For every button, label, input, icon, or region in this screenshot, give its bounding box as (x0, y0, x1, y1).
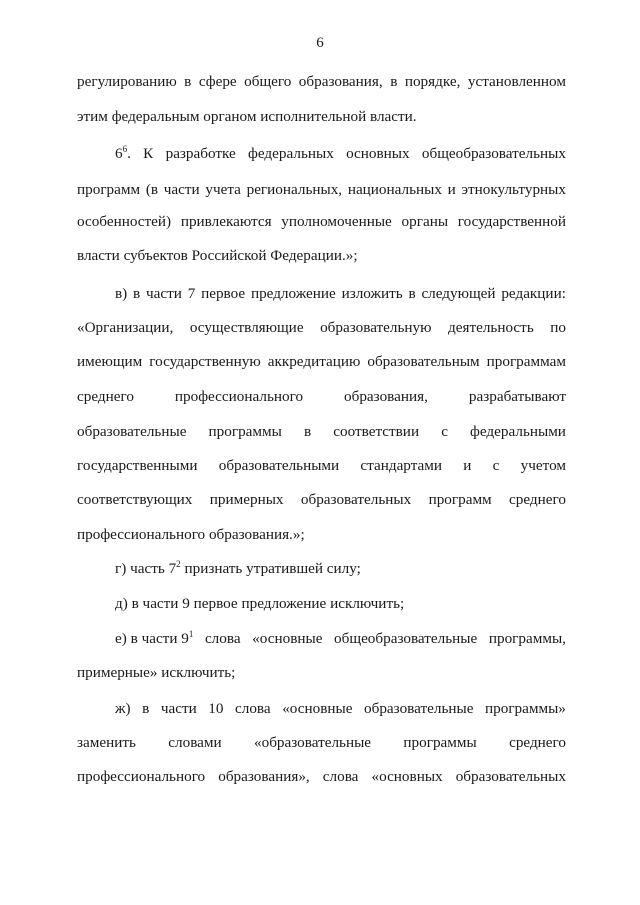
word: части (146, 285, 182, 302)
word: национальных (347, 181, 442, 198)
text-line (77, 318, 566, 338)
word: основных (346, 145, 410, 162)
word: части (163, 181, 200, 198)
word: разрабатывают (468, 388, 566, 405)
word: осуществляющие (189, 319, 304, 336)
text-line (115, 284, 566, 304)
text-line (77, 456, 566, 476)
word: привлекаются (180, 213, 272, 230)
word: 10 (208, 700, 224, 717)
word: образовательными (218, 457, 340, 474)
word: образования, (344, 388, 428, 405)
line-text: этим федеральным органом исполнительной власти. (77, 108, 417, 125)
word: (в (145, 181, 159, 198)
text-line (77, 107, 566, 127)
word: с (441, 423, 448, 440)
word: профессионального (77, 768, 206, 785)
text-line (77, 212, 566, 232)
text-line (115, 629, 566, 649)
word: 7 (187, 285, 196, 302)
word: словами (168, 734, 222, 751)
text-line (77, 490, 566, 510)
word: образовательную (320, 319, 432, 336)
word: в (408, 285, 416, 302)
line-text: д) в части 9 первое предложение исключить; (115, 595, 405, 612)
superscript: 2 (176, 559, 181, 569)
line-lead (115, 629, 193, 649)
word: среднего (509, 734, 566, 751)
word: программ (428, 491, 492, 508)
word: программы (403, 734, 477, 751)
word: ж) (115, 700, 131, 717)
word: соответствии (333, 423, 420, 440)
word: в (184, 73, 192, 90)
word: программы, (488, 630, 566, 647)
line-lead (115, 144, 131, 164)
word: в (303, 423, 312, 440)
word: профессионального (174, 388, 304, 405)
word: «Организации, (77, 319, 174, 336)
line-prefix: г) часть 7 (115, 560, 177, 577)
word: «образовательные (254, 734, 372, 751)
word: образования», (218, 768, 310, 785)
text-line (115, 699, 566, 719)
text-line (115, 144, 566, 164)
line-suffix: . (127, 145, 131, 162)
word: этнокультурных (461, 181, 566, 198)
word: с (492, 457, 500, 474)
text-line (77, 352, 566, 372)
word: в) (115, 285, 128, 302)
word: «основные (252, 630, 323, 647)
word: региональных, (246, 181, 343, 198)
text-line (77, 246, 566, 266)
text-line (77, 387, 566, 407)
word: образовательным (367, 353, 480, 370)
superscript: 1 (188, 629, 194, 639)
word: общеобразовательных (421, 145, 566, 162)
word: среднего (77, 388, 134, 405)
word: соответствующих (77, 491, 193, 508)
word: предложение (250, 285, 336, 302)
text-line (77, 180, 566, 200)
line-text: признать утратившей силу; (180, 560, 361, 577)
word: образовательных (300, 491, 412, 508)
line-text: профессионального образования.»; (77, 526, 305, 543)
word: имеющим (77, 353, 143, 370)
word: в (142, 700, 150, 717)
word: федеральных (248, 145, 334, 162)
text-line (77, 733, 566, 753)
word: стандартами (360, 457, 443, 474)
word: особенностей) (77, 213, 172, 230)
text-line (115, 559, 566, 579)
word: и (463, 457, 472, 474)
word: в (133, 285, 141, 302)
word: образовательные (364, 700, 474, 717)
word: порядке, (404, 73, 461, 90)
word: уполномоченные (281, 213, 392, 230)
word: заменить (77, 734, 136, 751)
word: примерных (209, 491, 284, 508)
word: федеральными (470, 423, 566, 440)
word: учетом (520, 457, 566, 474)
word: программы» (485, 700, 566, 717)
word: среднего (509, 491, 566, 508)
text-line (77, 525, 566, 545)
word: регулированию (77, 73, 177, 90)
text-line (77, 72, 566, 92)
word: «основных (371, 768, 443, 785)
word: аккредитацию (267, 353, 361, 370)
word: в (390, 73, 398, 90)
word: программы (208, 423, 282, 440)
superscript: 6 (122, 144, 128, 154)
text-line (77, 767, 566, 787)
word: первое (201, 285, 246, 302)
text-line (77, 663, 566, 683)
word: слова (322, 768, 359, 785)
text-line (115, 594, 566, 614)
word: следующей (421, 285, 496, 302)
page-number: 6 (316, 35, 324, 51)
word: программ (77, 181, 141, 198)
word: К (143, 145, 154, 162)
word: государственную (149, 353, 261, 370)
word: государственной (457, 213, 566, 230)
word: «основные (282, 700, 353, 717)
word: образования, (298, 73, 383, 90)
word: слова (204, 630, 241, 647)
word: учета (205, 181, 241, 198)
line-prefix: 6 (115, 145, 123, 162)
word: общеобразовательные (334, 630, 478, 647)
word: изложить (341, 285, 403, 302)
word: образовательных (455, 768, 566, 785)
line-prefix: е) в части 9 (115, 630, 189, 647)
word: слова (235, 700, 271, 717)
word: сфере (198, 73, 237, 90)
word: органы (401, 213, 449, 230)
word: и (447, 181, 456, 198)
word: части (160, 700, 197, 717)
text-line (77, 422, 566, 442)
word: общего (244, 73, 292, 90)
word: установленном (467, 73, 566, 90)
word: разработке (165, 145, 236, 162)
word: государственными (77, 457, 198, 474)
line-text: примерные» исключить; (77, 664, 236, 681)
line-lead (115, 560, 181, 577)
word: образовательные (77, 423, 187, 440)
word: по (550, 319, 566, 336)
line-text: власти субъектов Российской Федерации.»; (77, 247, 358, 264)
word: редакции: (501, 285, 566, 302)
word: деятельность (448, 319, 534, 336)
word: программам (486, 353, 566, 370)
